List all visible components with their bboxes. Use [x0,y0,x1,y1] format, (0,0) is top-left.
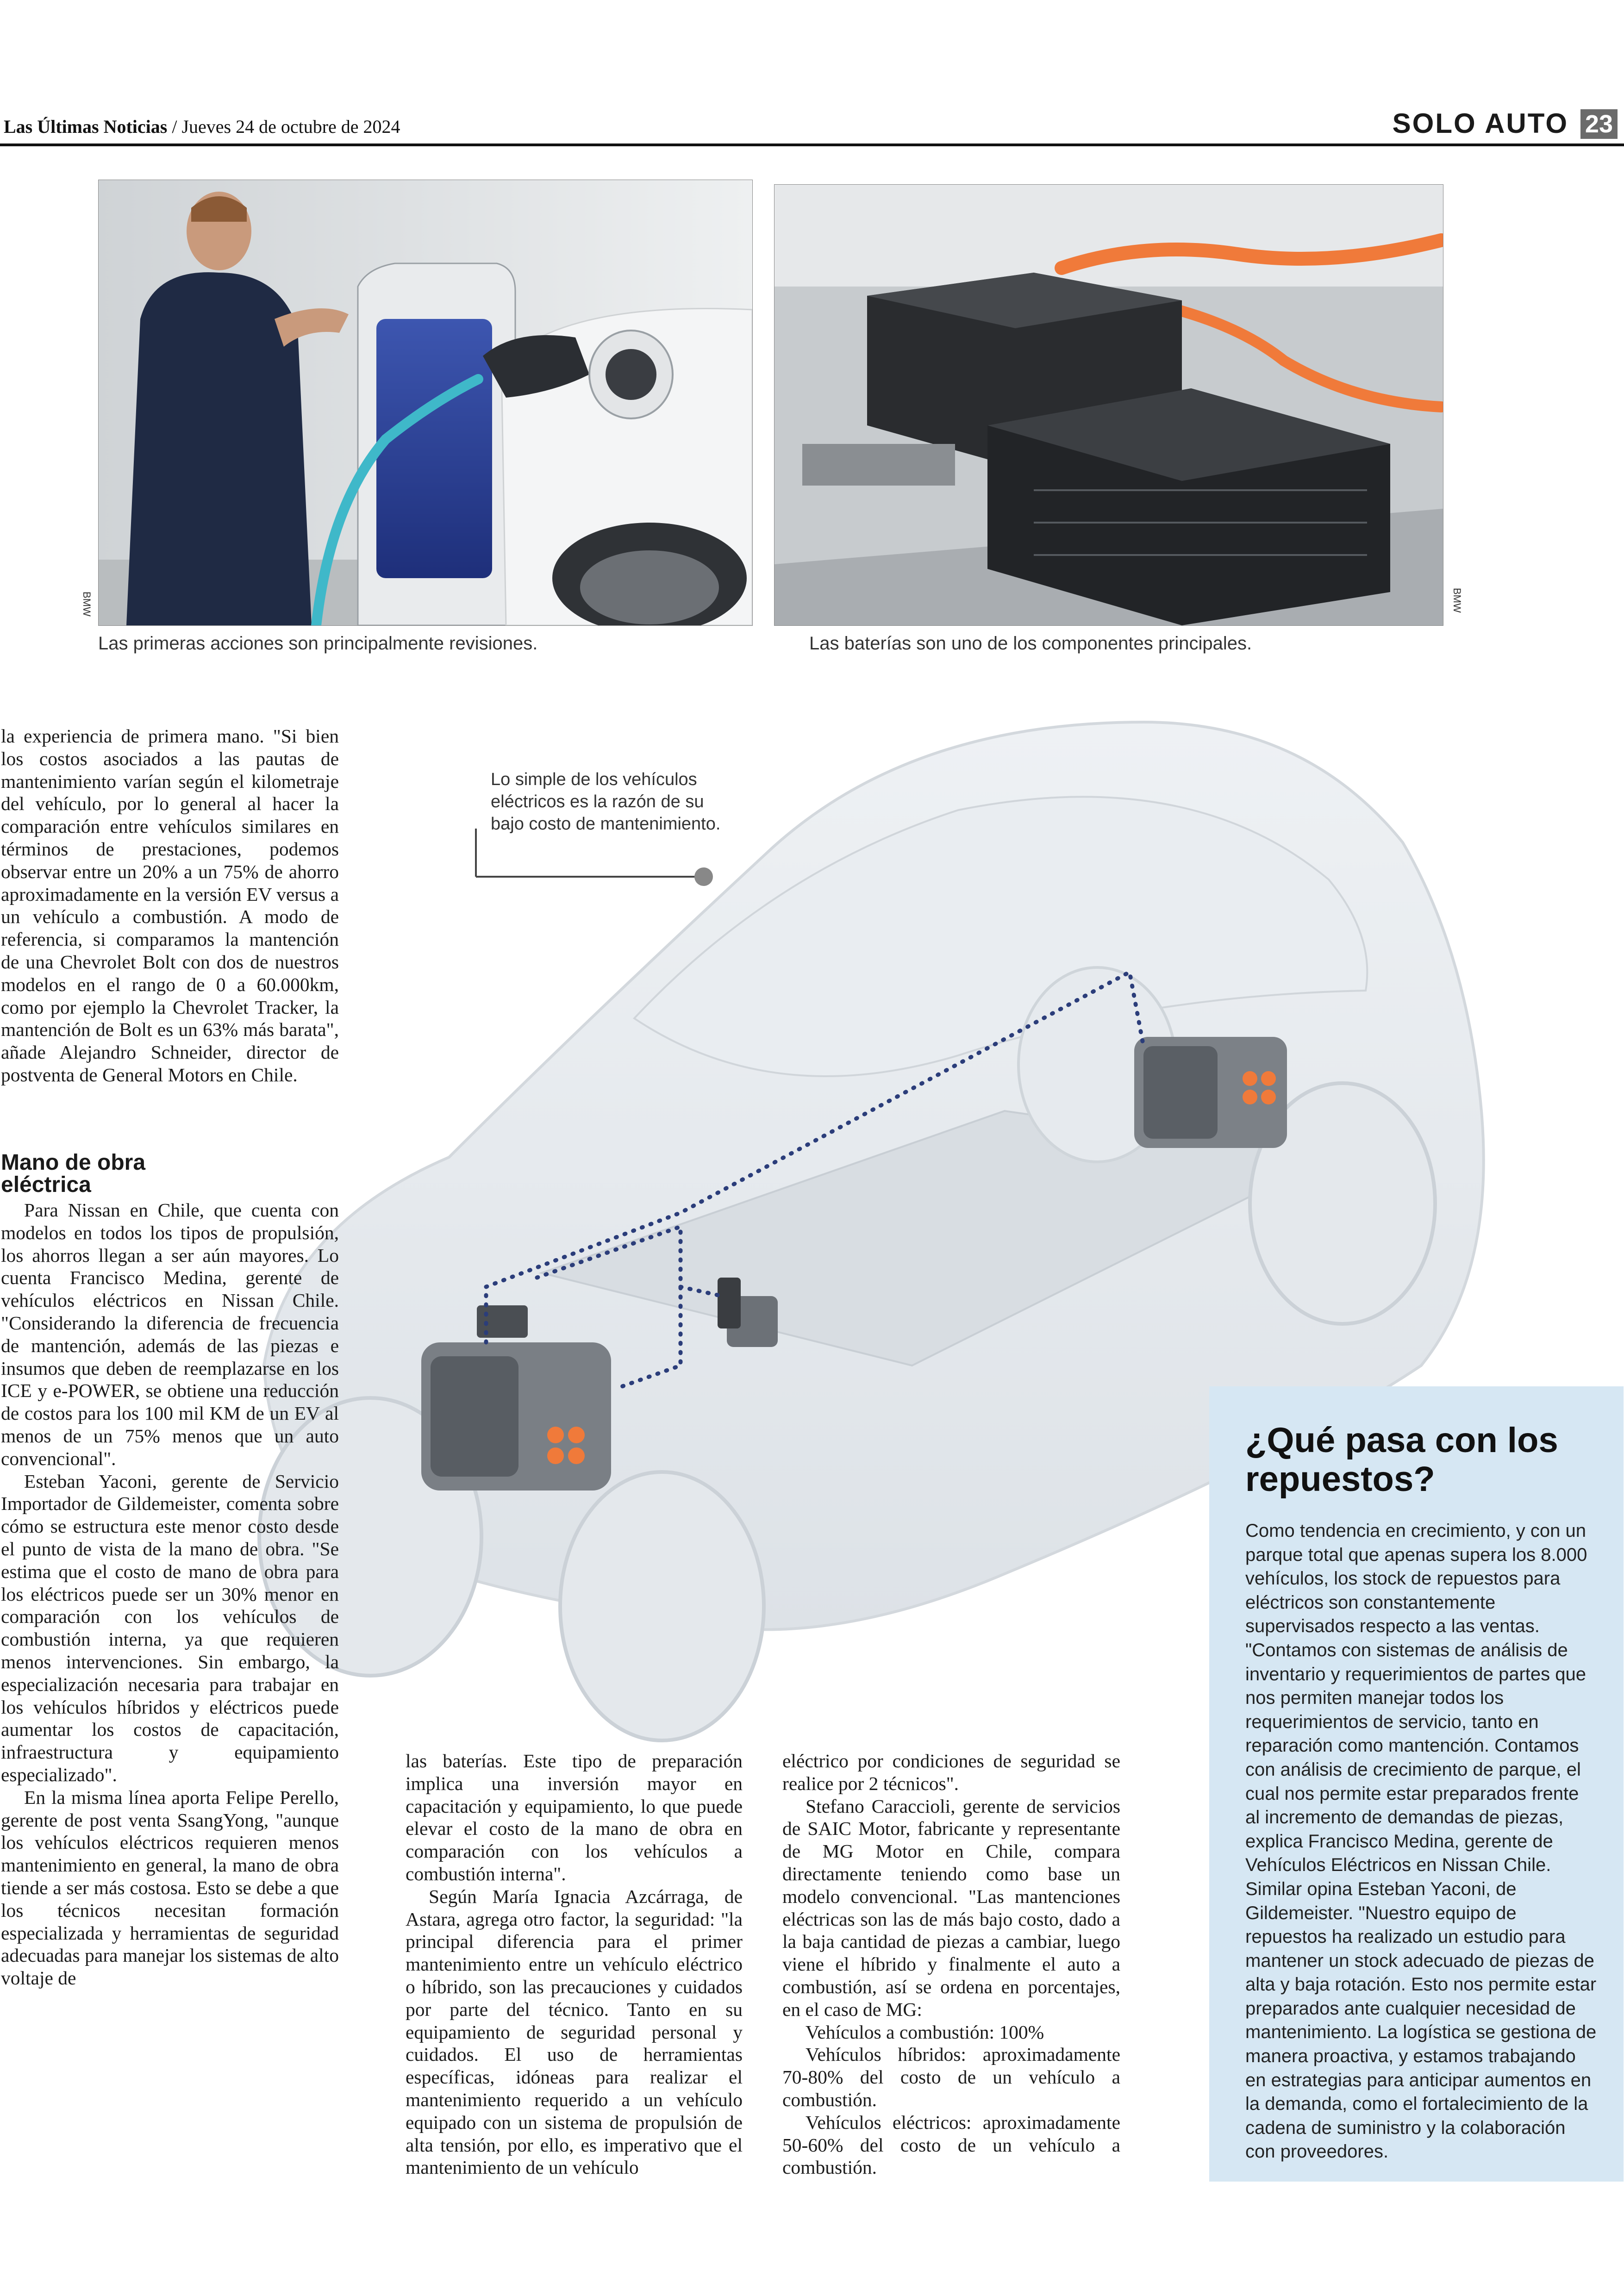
article-column-1-continued [1,1199,339,1989]
publication-name: Las Últimas Noticias [4,116,168,137]
article-paragraph: En la misma línea aporta Felipe Perello, gerente de post venta SsangYong, "aunque los vehículos eléctricos requieren menos mantenimiento en general, la mano de obra tiende a ser más costosa. Esto se debe a que los técnicos necesitan formación especializada y herramientas de seguridad adecuadas para manejar los sistemas de alto voltaje de [1,1786,339,1989]
sidebar-paragraph: Como tendencia en crecimiento, y con un parque total que apenas supera los 8.000 vehículos, los stock de repuestos para eléctricos son constantemente supervisados respecto a las ventas. "Contamos con sistemas de análisis de inventario y requerimientos de partes que nos permiten manejar todos los requerimientos de servicio, tanto en reparación como mantención. Contamos con análisis de crecimiento de parque, el cual nos permite estar preparados frente al incremento de demandas de piezas, explica Francisco Medina, gerente de Vehículos Eléctricos en Nissan Chile. [1245,1521,1587,1876]
list-item: Vehículos eléctricos: aproximadamente 50-60% del costo de un vehículo a combustión. [782,2111,1120,2178]
illustration-callout: Lo simple de los vehículos eléctricos es la razón de su bajo costo de mantenimiento. [491,770,721,834]
article-column-3 [782,1750,1120,2179]
article-paragraph: Para Nissan en Chile, que cuenta con modelos en todos los tipos de propulsión, los ahorros llegan a ser aún mayores. Lo cuenta Francisco Medina, gerente de vehículos eléctricos en Nissan Chile. "Considerando la diferencia de frecuencia de mantención, además de las piezas e insumos que deben de reemplazarse en los ICE y e-POWER, se obtiene una reducción de costos para los 100 mil KM de un EV al menos de un 75% menos que un auto convencional". [1,1199,339,1469]
sidebar-body [1245,1519,1597,2164]
header-separator: / [167,116,182,137]
article-paragraph: Stefano Caraccioli, gerente de servicios de SAIC Motor, fabricante y representante de MG Motor en Chile, compara directamente teniendo como base un modelo convencional. "Las mantenciones eléctricas son las de más bajo costo, dado a la baja cantidad de piezas a cambiar, luego viene el híbrido y finalmente el auto a combustión, así se ordena en porcentajes, en el caso de MG: [782,1795,1120,2020]
photo-batteries [774,184,1443,626]
photo-caption: Las primeras acciones son principalmente revisiones. [98,633,538,654]
list-item: Vehículos a combustión: 100% [806,2021,1044,2043]
article-paragraph: Según María Ignacia Azcárraga, de Astara, agrega otro factor, la seguridad: "la principal diferencia para el primer mantenimiento entre un vehículo eléctrico o híbrido, son las precauciones y cuidados por parte del técnico. Tanto en su equipamiento de seguridad personal y cuidados. El uso de herramientas específicas, idóneas para realizar el mantenimiento requerido a un vehículo equipado con un sistema de propulsión de alta tensión, por ello, es imperativo que el mantenimiento de un vehículo [406,1885,743,2178]
article-paragraph: las baterías. Este tipo de preparación implica una inversión mayor en capacitación y equipamiento, lo que puede elevar el costo de la mano de obra en comparación con los vehículos a combustión interna". [406,1750,743,1884]
article-subheading: Mano de obra eléctrica [1,1150,146,1197]
sidebar-paragraph: Similar opina Esteban Yaconi, de Gildemeister. "Nuestro equipo de repuestos ha realizado un estudio para mantener un stock adecuado de piezas de alta y baja rotación. Esto nos permite estar preparados ante cualquier necesidad de mantenimiento. La logística se gestiona de manera proactiva, y estamos trabajando en estrategias para anticipar aumentos en la demanda, como el fortalecimiento de la cadena de suministro y la colaboración con proveedores. [1245,1878,1597,2162]
list-item: Vehículos híbridos: aproximadamente 70-80% del costo de un vehículo a combustión. [782,2044,1120,2110]
section-title: SOLO AUTO [1392,108,1568,139]
article-column-1 [1,725,339,1086]
article-paragraph: Esteban Yaconi, gerente de Servicio Importador de Gildemeister, comenta sobre cómo se estructura este menor costo desde el punto de vista de la mano de obra. "Se estima que el costo de mano de obra para los eléctricos puede ser un 30% menor en comparación con los vehículos de combustión interna, ya que requieren menos intervenciones. Sin embargo, la especialización necesaria para trabajar en los vehículos híbridos y eléctricos puede aumentar los costos de capacitación, infraestructura y equipamiento especializado". [1,1470,339,1785]
photo-ev-charging [98,180,753,626]
header-publication-line [4,116,400,137]
article-column-2 [406,1750,743,2179]
article-paragraph: la experiencia de primera mano. "Si bien los costos asociados a las pautas de mantenimiento varían según el kilometraje del vehículo, por lo general al hacer la comparación entre vehículos similares en términos de prestaciones, podemos observar entre un 20% a un 75% de ahorro aproximadamente en la versión EV versus a un vehículo a combustión. A modo de referencia, si comparamos la mantención de una Chevrolet Bolt con dos de nuestros modelos en el rango de 0 a 60.000km, como por ejemplo la Chevrolet Tracker, la mantención de Bolt es un 63% más barata", añade Alejandro Schneider, director de postventa de General Motors en Chile. [1,725,339,1085]
article-paragraph: eléctrico por condiciones de seguridad se realice por 2 técnicos". [782,1750,1120,1794]
header-rule [0,143,1624,146]
photo-caption: Las baterías son uno de los componentes principales. [809,633,1252,654]
sidebar-title: ¿Qué pasa con los repuestos? [1245,1421,1558,1499]
photo-credit: BMW [81,592,93,617]
issue-date: Jueves 24 de octubre de 2024 [181,116,400,137]
page-number: 23 [1580,109,1618,139]
photo-credit: BMW [1451,588,1463,613]
